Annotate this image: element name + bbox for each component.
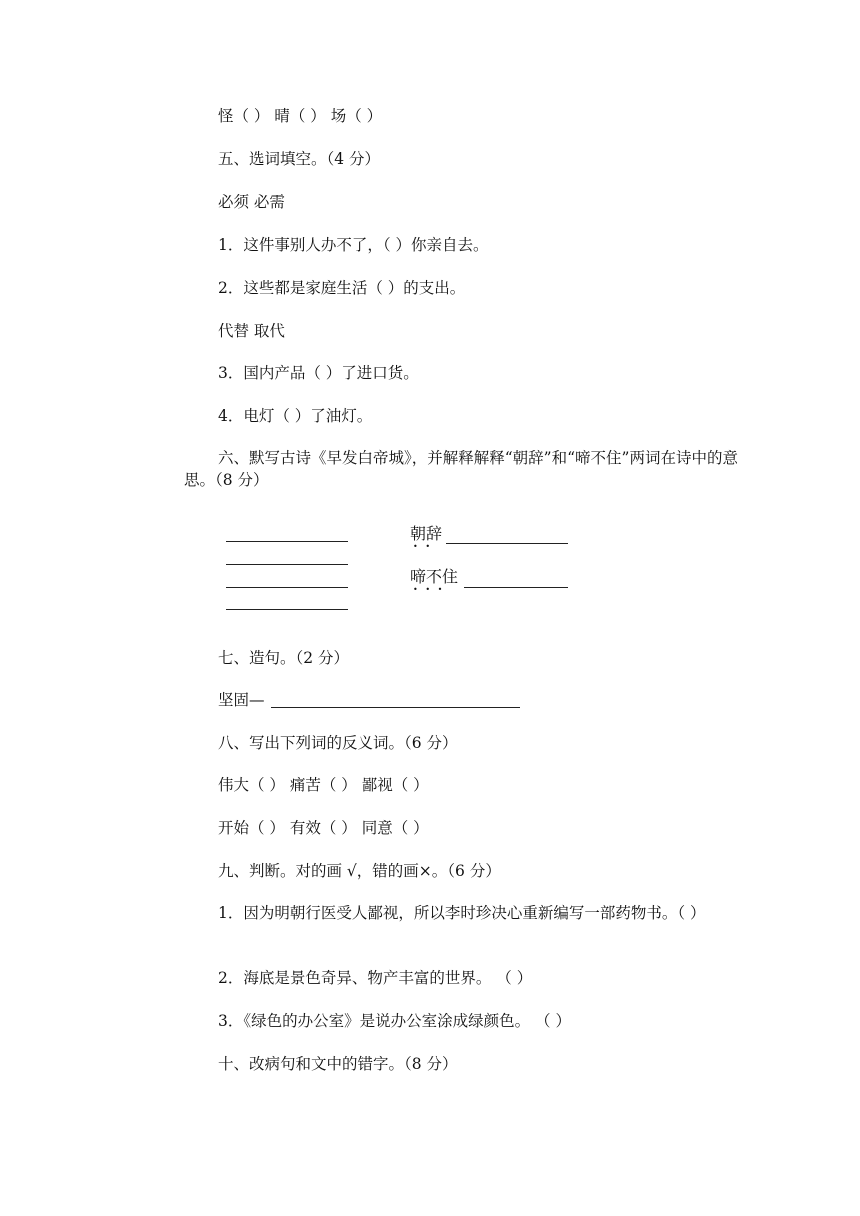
q5-item-4: 4．电灯（ ）了油灯。 bbox=[218, 407, 373, 425]
emphasis-dots-2: • • • bbox=[413, 585, 446, 594]
q10-title: 十、改病句和文中的错字。（8 分） bbox=[218, 1055, 458, 1073]
emphasis-dots-1: • • bbox=[413, 542, 434, 551]
q9-item-2: 2．海底是景色奇异、物产丰富的世界。 （ ） bbox=[218, 969, 533, 987]
q7-word: 坚固— bbox=[218, 691, 265, 709]
q9-title: 九、判断。对的画 √，错的画×。（6 分） bbox=[218, 862, 501, 880]
poem-line-3[interactable] bbox=[226, 587, 348, 588]
q6-answer-line-2[interactable] bbox=[464, 587, 568, 588]
q5-item-2: 2．这些都是家庭生活（ ）的支出。 bbox=[218, 279, 466, 297]
q6-answer-line-1[interactable] bbox=[446, 543, 568, 544]
q7-sentence-line[interactable] bbox=[271, 707, 520, 708]
q8-title: 八、写出下列词的反义词。（6 分） bbox=[218, 734, 458, 752]
q5-word-pair-a: 必须 必需 bbox=[218, 193, 285, 211]
q5-word-pair-b: 代替 取代 bbox=[218, 322, 285, 340]
q9-item-3: 3．《绿色的办公室》是说办公室涂成绿颜色。 （ ） bbox=[218, 1012, 571, 1030]
q8-row-2: 开始（ ） 有效（ ） 同意（ ） bbox=[218, 819, 429, 837]
char-blanks-row: 怪（ ） 晴（ ） 场（ ） bbox=[218, 107, 383, 125]
poem-line-2[interactable] bbox=[226, 564, 348, 565]
q7-title: 七、造句。（2 分） bbox=[218, 649, 350, 667]
poem-line-1[interactable] bbox=[226, 541, 348, 542]
q5-title: 五、选词填空。（4 分） bbox=[218, 150, 381, 168]
q9-item-1: 1．因为明朝行医受人鄙视，所以李时珍决心重新编写一部药物书。（ ） bbox=[218, 904, 706, 922]
q8-row-1: 伟大（ ） 痛苦（ ） 鄙视（ ） bbox=[218, 776, 429, 794]
q6-title: 六、默写古诗《早发白帝城》，并解释解释“朝辞”和“啼不住”两词在诗中的意思。（8 分） bbox=[184, 449, 738, 489]
q6-word-2: 啼不住 bbox=[410, 567, 459, 586]
q6-word-1: 朝辞 bbox=[410, 524, 443, 543]
q5-item-1: 1．这件事别人办不了，（ ）你亲自去。 bbox=[218, 236, 489, 254]
poem-line-4[interactable] bbox=[226, 609, 348, 610]
q5-item-3: 3．国内产品（ ）了进口货。 bbox=[218, 364, 419, 382]
